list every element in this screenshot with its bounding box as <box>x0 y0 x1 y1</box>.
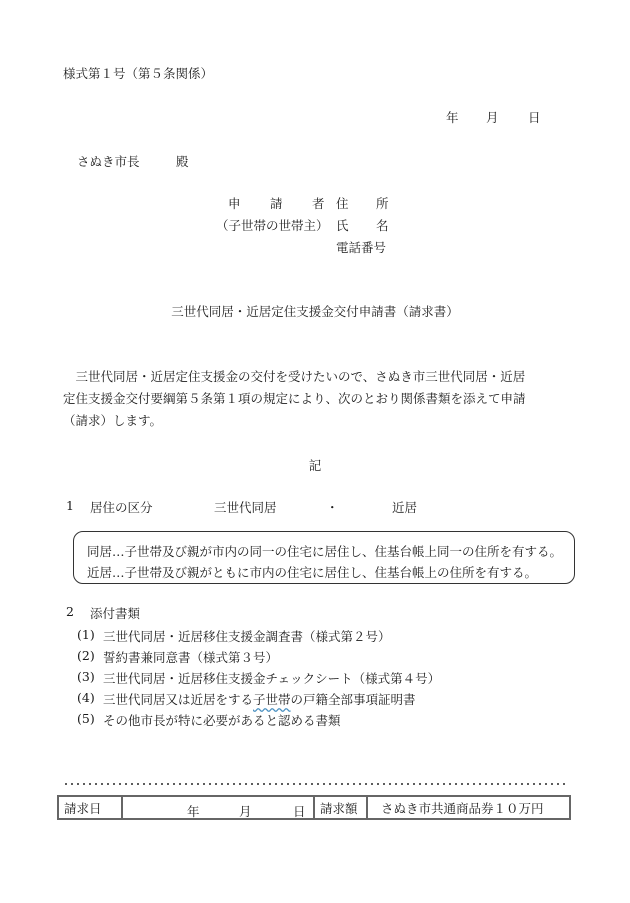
applicant-label-char: 申 <box>228 196 241 211</box>
dotted-separator <box>63 783 566 785</box>
attachment-number: (2) <box>77 648 95 663</box>
attachment-text: その他市長が特に必要があると認める書類 <box>103 713 341 728</box>
applicant-sublabel: （子世帯の世帯主） <box>216 218 329 233</box>
body-paragraph <box>63 366 578 432</box>
address-label-char: 住 <box>336 196 349 211</box>
applicant-address-row <box>216 194 416 214</box>
claim-year-label: 年 <box>187 804 200 819</box>
attachment-text: 三世代同居・近居移住支援金調査書（様式第２号） <box>103 629 391 644</box>
section-label: 添付書類 <box>90 606 141 621</box>
attachment-text <box>103 690 416 708</box>
option-three-generation[interactable]: 三世代同居 <box>214 500 277 515</box>
attachment-number: (5) <box>77 711 95 726</box>
spellcheck-marked-word: 子世帯 <box>253 692 291 707</box>
body-line: 定住支援金交付要綱第５条第１項の規定により、次のとおり関係書類を添えて申請 <box>63 391 526 406</box>
claim-table <box>57 795 571 820</box>
applicant-block <box>216 194 416 264</box>
date-day-label: 日 <box>528 110 541 125</box>
applicant-name-row <box>216 216 416 236</box>
attachment-text-pre: 三世代同居又は近居をする <box>103 692 254 707</box>
name-label-char: 氏 <box>336 218 349 233</box>
name-label-char: 名 <box>376 218 389 233</box>
option-separator: ・ <box>326 500 339 515</box>
attachment-number: (3) <box>77 669 95 684</box>
attachment-text-post: の戸籍全部事項証明書 <box>290 692 416 707</box>
attachment-number: (1) <box>77 627 95 642</box>
applicant-phone-row <box>216 238 416 258</box>
phone-label: 電話番号 <box>336 240 387 255</box>
definition-nearby: 近居…子世帯及び親がともに市内の住宅に居住し、住基台帳上の住所を有する。 <box>87 565 538 580</box>
claim-date-label: 請求日 <box>59 797 123 818</box>
attachment-number: (4) <box>77 690 95 705</box>
form-number: 様式第１号（第５条関係） <box>63 66 214 81</box>
date-month-label: 月 <box>486 110 499 125</box>
address-label-char: 所 <box>376 196 389 211</box>
section-number: 2 <box>66 604 74 619</box>
section-label: 居住の区分 <box>90 500 153 515</box>
document-title: 三世代同居・近居定住支援金交付申請書（請求書） <box>171 304 459 319</box>
definition-cohabitation: 同居…子世帯及び親が市内の同一の住宅に居住し、住基台帳上同一の住所を有する。 <box>87 544 563 559</box>
applicant-label-char: 者 <box>312 196 325 211</box>
claim-date-field[interactable] <box>123 797 315 818</box>
definition-box <box>73 531 575 584</box>
body-line: 三世代同居・近居定住支援金の交付を受けたいので、さぬき市三世代同居・近居 <box>63 369 526 384</box>
addressee-name: さぬき市長 <box>77 154 140 169</box>
option-nearby[interactable]: 近居 <box>392 500 418 515</box>
attachment-text: 三世代同居・近居移住支援金チェックシート（様式第４号） <box>103 671 441 686</box>
claim-day-label: 日 <box>293 804 306 819</box>
ki-heading: 記 <box>308 458 322 473</box>
attachment-text: 誓約書兼同意書（様式第３号） <box>103 650 279 665</box>
section-number: 1 <box>66 498 74 513</box>
applicant-label-char: 請 <box>270 196 283 211</box>
date-year-label: 年 <box>446 110 459 125</box>
addressee <box>77 152 189 170</box>
claim-amount-value: さぬき市共通商品券１０万円 <box>381 800 544 816</box>
claim-amount-label: 請求額 <box>315 797 368 818</box>
body-line: （請求）します。 <box>63 413 163 428</box>
claim-month-label: 月 <box>239 804 252 819</box>
honorific: 殿 <box>176 154 189 169</box>
